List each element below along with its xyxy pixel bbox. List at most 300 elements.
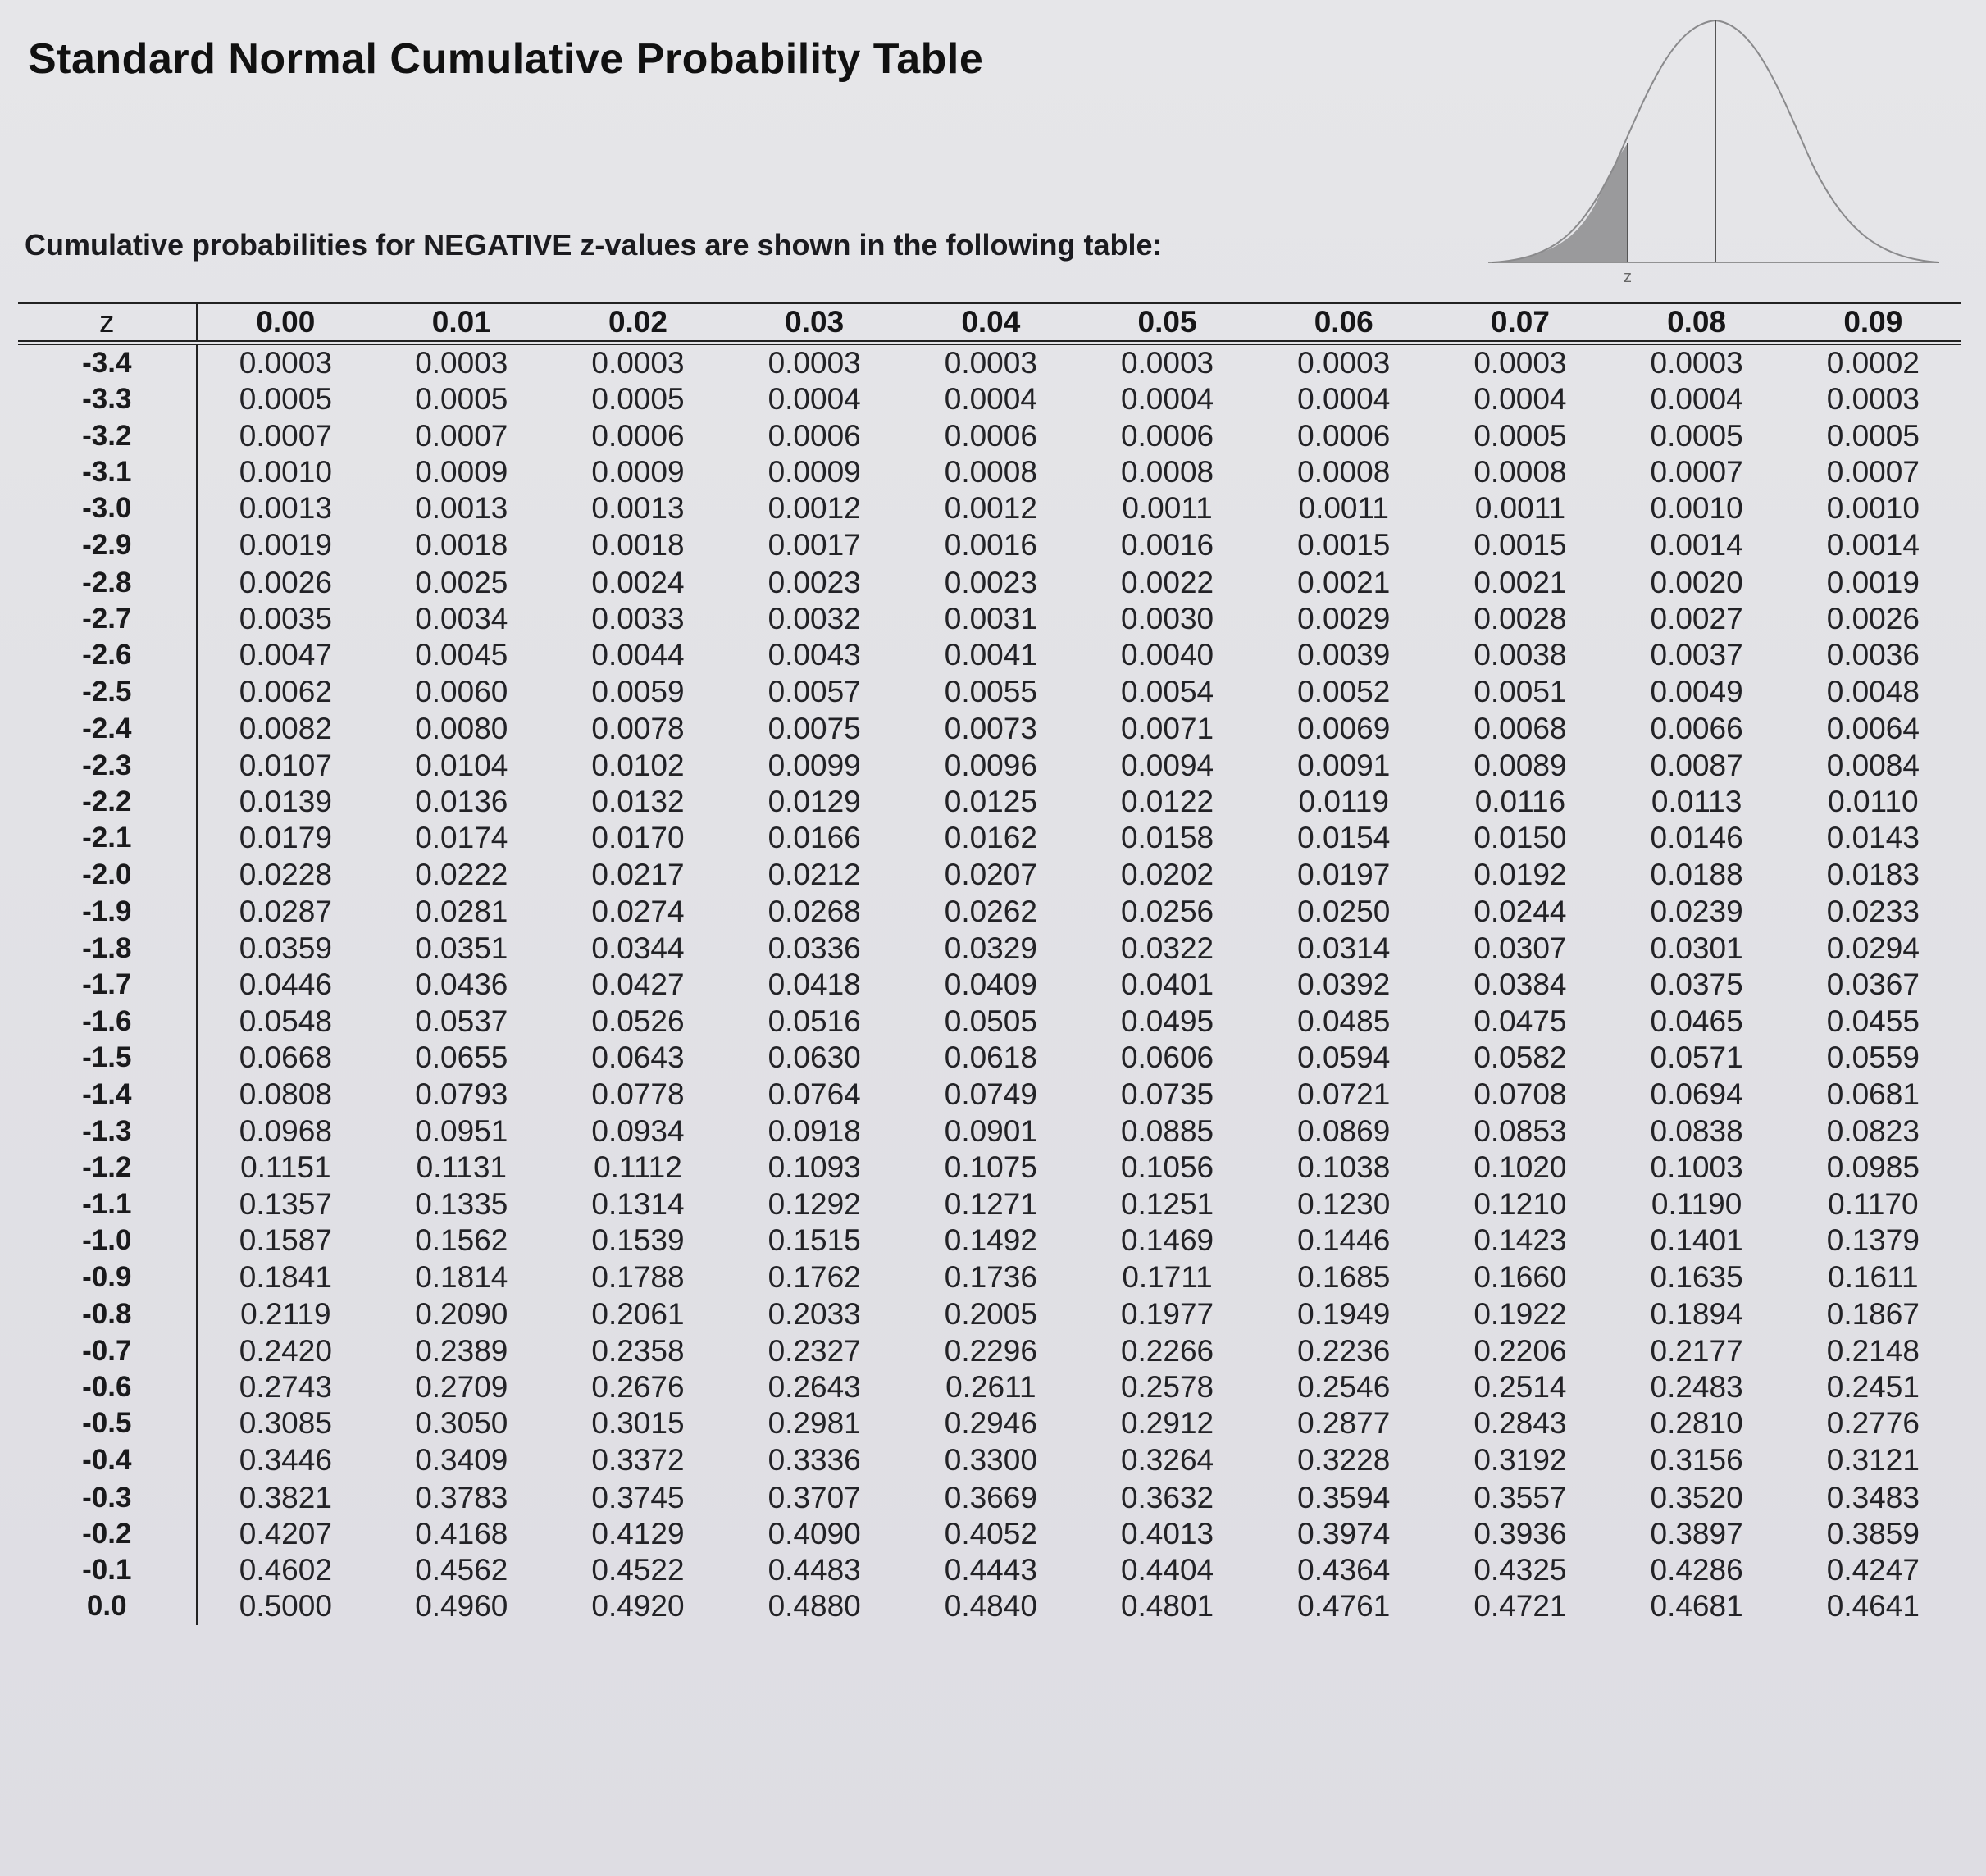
probability-cell: 0.0014 [1650, 528, 1743, 562]
column-header: 0.06 [1255, 303, 1432, 344]
probability-cell: 0.0011 [1474, 491, 1566, 526]
probability-cell: 0.4286 [1650, 1553, 1743, 1587]
probability-cell: 0.0951 [415, 1114, 508, 1149]
probability-cell: 0.0455 [1826, 1004, 1920, 1038]
probability-cell: 0.1841 [239, 1260, 332, 1295]
probability-cell: 0.0668 [239, 1040, 332, 1074]
probability-cell: 0.0170 [591, 821, 685, 855]
probability-cell: 0.0139 [239, 785, 332, 819]
probability-cell: 0.0066 [1650, 711, 1743, 745]
table-row [18, 1441, 1961, 1479]
probability-cell: 0.0537 [415, 1004, 508, 1038]
probability-cell: 0.3669 [944, 1480, 1037, 1514]
z-value-cell: -1.6 [18, 1003, 197, 1039]
probability-cell: 0.0062 [239, 674, 332, 708]
table-row [18, 526, 1961, 564]
probability-cell: 0.3821 [239, 1480, 332, 1514]
probability-cell: 0.0287 [239, 894, 332, 928]
z-value-cell: -1.1 [18, 1186, 197, 1223]
probability-cell: 0.4721 [1474, 1589, 1567, 1623]
probability-cell: 0.0035 [239, 601, 332, 635]
probability-cell: 0.3192 [1474, 1443, 1567, 1478]
probability-cell: 0.0708 [1474, 1077, 1567, 1112]
probability-cell: 0.0038 [1474, 638, 1567, 672]
probability-cell: 0.1038 [1297, 1150, 1391, 1185]
probability-cell: 0.4404 [1120, 1553, 1214, 1587]
probability-cell: 0.4880 [768, 1589, 861, 1623]
probability-cell: 0.0003 [1120, 346, 1214, 380]
probability-cell: 0.1635 [1650, 1260, 1743, 1295]
probability-cell: 0.4052 [944, 1516, 1037, 1550]
probability-cell: 0.2148 [1826, 1333, 1920, 1368]
probability-cell: 0.0089 [1474, 748, 1567, 782]
probability-cell: 0.0057 [768, 674, 861, 708]
probability-cell: 0.0116 [1474, 785, 1566, 819]
table-row [18, 418, 1961, 454]
table-row [18, 967, 1961, 1003]
probability-cell: 0.1515 [768, 1223, 861, 1258]
probability-cell: 0.0222 [415, 857, 508, 891]
probability-cell: 0.3936 [1474, 1516, 1567, 1550]
probability-cell: 0.2578 [1120, 1369, 1214, 1404]
probability-cell: 0.0274 [591, 894, 685, 928]
z-value-cell: -2.0 [18, 857, 197, 893]
probability-cell: 0.0294 [1826, 931, 1920, 965]
table-row [18, 564, 1961, 600]
probability-cell: 0.0006 [1120, 418, 1214, 453]
z-value-cell: -2.6 [18, 637, 197, 673]
probability-cell: 0.4168 [415, 1516, 508, 1550]
probability-cell: 0.2776 [1826, 1406, 1920, 1441]
probability-cell: 0.0207 [944, 857, 1037, 891]
probability-cell: 0.0007 [1650, 455, 1743, 489]
probability-cell: 0.0465 [1650, 1004, 1743, 1038]
probability-cell: 0.1660 [1474, 1260, 1567, 1295]
probability-cell: 0.0012 [768, 491, 861, 526]
probability-cell: 0.0129 [768, 785, 861, 819]
probability-cell: 0.0018 [415, 528, 508, 562]
probability-cell: 0.0004 [1120, 382, 1214, 417]
probability-cell: 0.1788 [591, 1260, 685, 1295]
table-row [18, 1516, 1961, 1552]
probability-cell: 0.0192 [1474, 857, 1567, 891]
column-header: 0.00 [197, 303, 373, 344]
z-value-cell: -2.7 [18, 601, 197, 637]
probability-cell: 0.1446 [1297, 1223, 1391, 1258]
probability-cell: 0.0212 [768, 857, 861, 891]
probability-cell: 0.0013 [591, 491, 685, 526]
probability-cell: 0.1210 [1474, 1186, 1567, 1221]
probability-cell: 0.4840 [944, 1589, 1037, 1623]
probability-cell: 0.0094 [1120, 748, 1214, 782]
probability-cell: 0.0367 [1826, 968, 1920, 1002]
z-value-cell: 0.0 [18, 1588, 197, 1624]
probability-cell: 0.3121 [1826, 1443, 1920, 1478]
probability-cell: 0.0080 [415, 711, 508, 745]
table-row [18, 1186, 1961, 1223]
probability-cell: 0.0006 [768, 418, 861, 453]
probability-cell: 0.0122 [1120, 785, 1214, 819]
probability-cell: 0.0495 [1120, 1004, 1214, 1038]
probability-cell: 0.0052 [1297, 674, 1391, 708]
probability-cell: 0.0516 [768, 1004, 861, 1038]
probability-cell: 0.1711 [1122, 1260, 1213, 1295]
probability-cell: 0.2033 [768, 1297, 861, 1332]
probability-cell: 0.0158 [1120, 821, 1214, 855]
probability-cell: 0.0125 [944, 785, 1037, 819]
table-row [18, 1076, 1961, 1113]
z-value-cell: -3.1 [18, 454, 197, 490]
probability-cell: 0.0007 [239, 418, 332, 453]
probability-cell: 0.0003 [415, 346, 508, 380]
probability-cell: 0.0188 [1650, 857, 1743, 891]
probability-cell: 0.0485 [1297, 1004, 1391, 1038]
probability-cell: 0.0154 [1297, 821, 1391, 855]
probability-cell: 0.1587 [239, 1223, 332, 1258]
table-row [18, 1259, 1961, 1296]
probability-cell: 0.2709 [415, 1369, 508, 1404]
probability-cell: 0.0003 [944, 346, 1037, 380]
probability-cell: 0.0003 [591, 346, 685, 380]
probability-cell: 0.0344 [591, 931, 685, 965]
probability-cell: 0.4761 [1297, 1589, 1391, 1623]
z-value-cell: -1.9 [18, 893, 197, 931]
probability-cell: 0.0202 [1120, 857, 1214, 891]
z-axis-label: z [1624, 268, 1632, 286]
table-row [18, 1040, 1961, 1076]
probability-cell: 0.2676 [591, 1369, 685, 1404]
probability-cell: 0.0016 [944, 528, 1037, 562]
probability-cell: 0.0239 [1650, 894, 1743, 928]
probability-cell: 0.0104 [415, 748, 508, 782]
probability-cell: 0.0322 [1120, 931, 1214, 965]
probability-cell: 0.1093 [768, 1150, 861, 1185]
probability-cell: 0.0047 [239, 638, 332, 672]
probability-cell: 0.3557 [1474, 1480, 1567, 1514]
probability-cell: 0.1151 [240, 1150, 331, 1185]
probability-cell: 0.2090 [415, 1297, 508, 1332]
column-header: 0.04 [903, 303, 1079, 344]
probability-cell: 0.0505 [944, 1004, 1037, 1038]
probability-cell: 0.2981 [768, 1406, 861, 1441]
probability-cell: 0.0005 [415, 382, 508, 417]
probability-cell: 0.2119 [240, 1297, 331, 1332]
probability-cell: 0.3897 [1650, 1516, 1743, 1550]
probability-cell: 0.0099 [768, 748, 861, 782]
probability-cell: 0.4681 [1650, 1589, 1743, 1623]
z-value-cell: -0.1 [18, 1552, 197, 1588]
z-value-cell: -0.9 [18, 1259, 197, 1296]
probability-cell: 0.0003 [1650, 346, 1743, 380]
z-value-cell: -2.3 [18, 748, 197, 784]
probability-cell: 0.0003 [1297, 346, 1391, 380]
probability-cell: 0.2061 [591, 1297, 685, 1332]
table-row [18, 1588, 1961, 1624]
probability-cell: 0.4129 [591, 1516, 685, 1550]
probability-cell: 0.0162 [944, 821, 1037, 855]
table-row [18, 931, 1961, 967]
probability-cell: 0.0166 [768, 821, 861, 855]
probability-cell: 0.0005 [1650, 418, 1743, 453]
probability-cell: 0.1685 [1297, 1260, 1391, 1295]
probability-cell: 0.1867 [1826, 1297, 1920, 1332]
table-row [18, 343, 1961, 381]
probability-cell: 0.3264 [1120, 1443, 1214, 1478]
probability-cell: 0.0268 [768, 894, 861, 928]
probability-cell: 0.3409 [415, 1443, 508, 1478]
column-header: 0.05 [1079, 303, 1255, 344]
probability-cell: 0.2611 [945, 1369, 1036, 1404]
probability-cell: 0.0009 [768, 455, 861, 489]
table-row [18, 1405, 1961, 1441]
table-row [18, 1003, 1961, 1039]
probability-cell: 0.3974 [1297, 1516, 1391, 1550]
probability-cell: 0.0020 [1650, 565, 1743, 599]
probability-cell: 0.0015 [1474, 528, 1567, 562]
probability-cell: 0.3520 [1650, 1480, 1743, 1514]
probability-cell: 0.0015 [1297, 528, 1391, 562]
probability-cell: 0.0392 [1297, 968, 1391, 1002]
probability-cell: 0.0008 [944, 455, 1037, 489]
probability-cell: 0.0918 [768, 1114, 861, 1149]
probability-cell: 0.0475 [1474, 1004, 1567, 1038]
probability-cell: 0.0029 [1297, 601, 1391, 635]
probability-cell: 0.1814 [415, 1260, 508, 1295]
probability-cell: 0.1977 [1120, 1297, 1214, 1332]
probability-cell: 0.0183 [1826, 857, 1920, 891]
probability-cell: 0.0869 [1297, 1114, 1391, 1149]
probability-cell: 0.2546 [1297, 1369, 1391, 1404]
z-value-cell: -0.5 [18, 1405, 197, 1441]
probability-cell: 0.1003 [1650, 1150, 1743, 1185]
table-header-row [18, 303, 1961, 344]
probability-cell: 0.0329 [944, 931, 1037, 965]
probability-cell: 0.1492 [944, 1223, 1037, 1258]
probability-cell: 0.0023 [944, 565, 1037, 599]
probability-cell: 0.0526 [591, 1004, 685, 1038]
probability-cell: 0.0143 [1826, 821, 1920, 855]
probability-cell: 0.0004 [1474, 382, 1567, 417]
z-value-cell: -1.8 [18, 931, 197, 967]
probability-cell: 0.2420 [239, 1333, 332, 1368]
probability-cell: 0.3015 [591, 1406, 685, 1441]
probability-cell: 0.2483 [1650, 1369, 1743, 1404]
probability-cell: 0.1271 [944, 1186, 1037, 1221]
probability-cell: 0.2912 [1120, 1406, 1214, 1441]
probability-cell: 0.0073 [944, 711, 1037, 745]
probability-cell: 0.2810 [1650, 1406, 1743, 1441]
probability-cell: 0.0010 [1826, 491, 1920, 526]
probability-cell: 0.3783 [415, 1480, 508, 1514]
probability-cell: 0.0655 [415, 1040, 508, 1074]
probability-cell: 0.0968 [239, 1114, 332, 1149]
probability-cell: 0.0307 [1474, 931, 1567, 965]
probability-cell: 0.1230 [1297, 1186, 1391, 1221]
probability-cell: 0.0078 [591, 711, 685, 745]
probability-cell: 0.0026 [239, 565, 332, 599]
probability-cell: 0.0021 [1474, 565, 1567, 599]
probability-cell: 0.0013 [239, 491, 332, 526]
probability-cell: 0.0007 [1826, 455, 1920, 489]
probability-cell: 0.4325 [1474, 1553, 1567, 1587]
table-row [18, 490, 1961, 526]
table-row [18, 857, 1961, 893]
probability-cell: 0.3707 [768, 1480, 861, 1514]
probability-cell: 0.4443 [944, 1553, 1037, 1587]
z-column-header: z [18, 303, 197, 344]
probability-cell: 0.0262 [944, 894, 1037, 928]
probability-cell: 0.0005 [1474, 418, 1567, 453]
probability-cell: 0.0019 [1826, 565, 1920, 599]
probability-cell: 0.0032 [768, 601, 861, 635]
probability-table [18, 302, 1961, 1625]
z-value-cell: -3.0 [18, 490, 197, 526]
probability-cell: 0.0005 [591, 382, 685, 417]
z-value-cell: -1.4 [18, 1076, 197, 1113]
probability-cell: 0.4522 [591, 1553, 685, 1587]
probability-cell: 0.0006 [591, 418, 685, 453]
table-caption: Cumulative probabilities for NEGATIVE z-values are shown in the following table: [25, 228, 1163, 262]
table-row [18, 1333, 1961, 1369]
probability-cell: 0.1251 [1120, 1186, 1214, 1221]
probability-cell: 0.0643 [591, 1040, 685, 1074]
probability-cell: 0.1292 [768, 1186, 861, 1221]
probability-cell: 0.0136 [415, 785, 508, 819]
probability-cell: 0.0401 [1120, 968, 1214, 1002]
probability-cell: 0.1423 [1474, 1223, 1567, 1258]
probability-cell: 0.0005 [1826, 418, 1920, 453]
probability-cell: 0.0048 [1826, 674, 1920, 708]
probability-cell: 0.0003 [768, 346, 861, 380]
probability-cell: 0.2177 [1650, 1333, 1743, 1368]
probability-table-container [18, 302, 1961, 1843]
probability-cell: 0.3228 [1297, 1443, 1391, 1478]
probability-cell: 0.4207 [239, 1516, 332, 1550]
probability-cell: 0.1922 [1474, 1297, 1567, 1332]
probability-cell: 0.0011 [1122, 491, 1213, 526]
z-value-cell: -2.9 [18, 526, 197, 564]
probability-cell: 0.4920 [591, 1589, 685, 1623]
table-row [18, 1369, 1961, 1405]
probability-cell: 0.0051 [1474, 674, 1567, 708]
probability-cell: 0.4562 [415, 1553, 508, 1587]
probability-cell: 0.0010 [1650, 491, 1743, 526]
probability-cell: 0.3632 [1120, 1480, 1214, 1514]
z-value-cell: -3.2 [18, 418, 197, 454]
probability-cell: 0.0013 [415, 491, 508, 526]
probability-cell: 0.0359 [239, 931, 332, 965]
probability-cell: 0.0217 [591, 857, 685, 891]
probability-cell: 0.0228 [239, 857, 332, 891]
z-value-cell: -1.3 [18, 1113, 197, 1150]
probability-cell: 0.0256 [1120, 894, 1214, 928]
probability-cell: 0.4247 [1826, 1553, 1920, 1587]
probability-cell: 0.0012 [944, 491, 1037, 526]
probability-cell: 0.0594 [1297, 1040, 1391, 1074]
probability-cell: 0.0778 [591, 1077, 685, 1112]
probability-cell: 0.0069 [1297, 711, 1391, 745]
probability-cell: 0.0084 [1826, 748, 1920, 782]
z-value-cell: -0.8 [18, 1296, 197, 1332]
probability-cell: 0.0244 [1474, 894, 1567, 928]
probability-cell: 0.0132 [591, 785, 685, 819]
probability-cell: 0.0197 [1297, 857, 1391, 891]
probability-cell: 0.0351 [415, 931, 508, 965]
probability-cell: 0.0071 [1120, 711, 1214, 745]
probability-cell: 0.0004 [1650, 382, 1743, 417]
probability-cell: 0.1949 [1297, 1297, 1391, 1332]
probability-cell: 0.0102 [591, 748, 685, 782]
probability-cell: 0.0017 [768, 528, 861, 562]
probability-cell: 0.0023 [768, 565, 861, 599]
z-value-cell: -0.7 [18, 1333, 197, 1369]
probability-cell: 0.0039 [1297, 638, 1391, 672]
probability-cell: 0.2843 [1474, 1406, 1567, 1441]
probability-cell: 0.0024 [591, 565, 685, 599]
table-row [18, 820, 1961, 856]
probability-cell: 0.2296 [944, 1333, 1037, 1368]
probability-cell: 0.4801 [1120, 1589, 1214, 1623]
z-value-cell: -2.1 [18, 820, 197, 856]
z-value-cell: -2.8 [18, 564, 197, 600]
probability-cell: 0.1539 [591, 1223, 685, 1258]
probability-cell: 0.0028 [1474, 601, 1567, 635]
probability-cell: 0.0409 [944, 968, 1037, 1002]
probability-cell: 0.0901 [944, 1114, 1037, 1149]
probability-cell: 0.0009 [415, 455, 508, 489]
probability-cell: 0.0031 [944, 601, 1037, 635]
probability-cell: 0.0059 [591, 674, 685, 708]
probability-cell: 0.2206 [1474, 1333, 1567, 1368]
probability-cell: 0.1170 [1828, 1186, 1919, 1221]
probability-cell: 0.2236 [1297, 1333, 1391, 1368]
probability-cell: 0.0027 [1650, 601, 1743, 635]
probability-cell: 0.0043 [768, 638, 861, 672]
probability-cell: 0.0119 [1298, 785, 1389, 819]
probability-cell: 0.0026 [1826, 601, 1920, 635]
page-title: Standard Normal Cumulative Probability Table [28, 35, 984, 83]
probability-cell: 0.0250 [1297, 894, 1391, 928]
z-value-cell: -0.4 [18, 1441, 197, 1479]
probability-cell: 0.0007 [415, 418, 508, 453]
probability-cell: 0.3156 [1650, 1443, 1743, 1478]
probability-cell: 0.3300 [944, 1443, 1037, 1478]
z-value-cell: -3.3 [18, 381, 197, 417]
probability-cell: 0.0011 [1298, 491, 1389, 526]
probability-cell: 0.0045 [415, 638, 508, 672]
probability-cell: 0.2358 [591, 1333, 685, 1368]
probability-cell: 0.5000 [239, 1589, 332, 1623]
probability-cell: 0.2514 [1474, 1369, 1567, 1404]
probability-cell: 0.0036 [1826, 638, 1920, 672]
probability-cell: 0.0025 [415, 565, 508, 599]
probability-cell: 0.0040 [1120, 638, 1214, 672]
probability-cell: 0.0427 [591, 968, 685, 1002]
probability-cell: 0.0041 [944, 638, 1037, 672]
probability-cell: 0.1611 [1828, 1260, 1919, 1295]
probability-cell: 0.0003 [1826, 382, 1920, 417]
probability-cell: 0.0005 [239, 382, 332, 417]
probability-cell: 0.0336 [768, 931, 861, 965]
probability-cell: 0.1056 [1120, 1150, 1214, 1185]
table-row [18, 1223, 1961, 1259]
probability-cell: 0.0618 [944, 1040, 1037, 1074]
probability-cell: 0.0582 [1474, 1040, 1567, 1074]
probability-cell: 0.3336 [768, 1443, 861, 1478]
probability-cell: 0.0021 [1297, 565, 1391, 599]
z-value-cell: -1.5 [18, 1040, 197, 1076]
probability-cell: 0.1335 [415, 1186, 508, 1221]
